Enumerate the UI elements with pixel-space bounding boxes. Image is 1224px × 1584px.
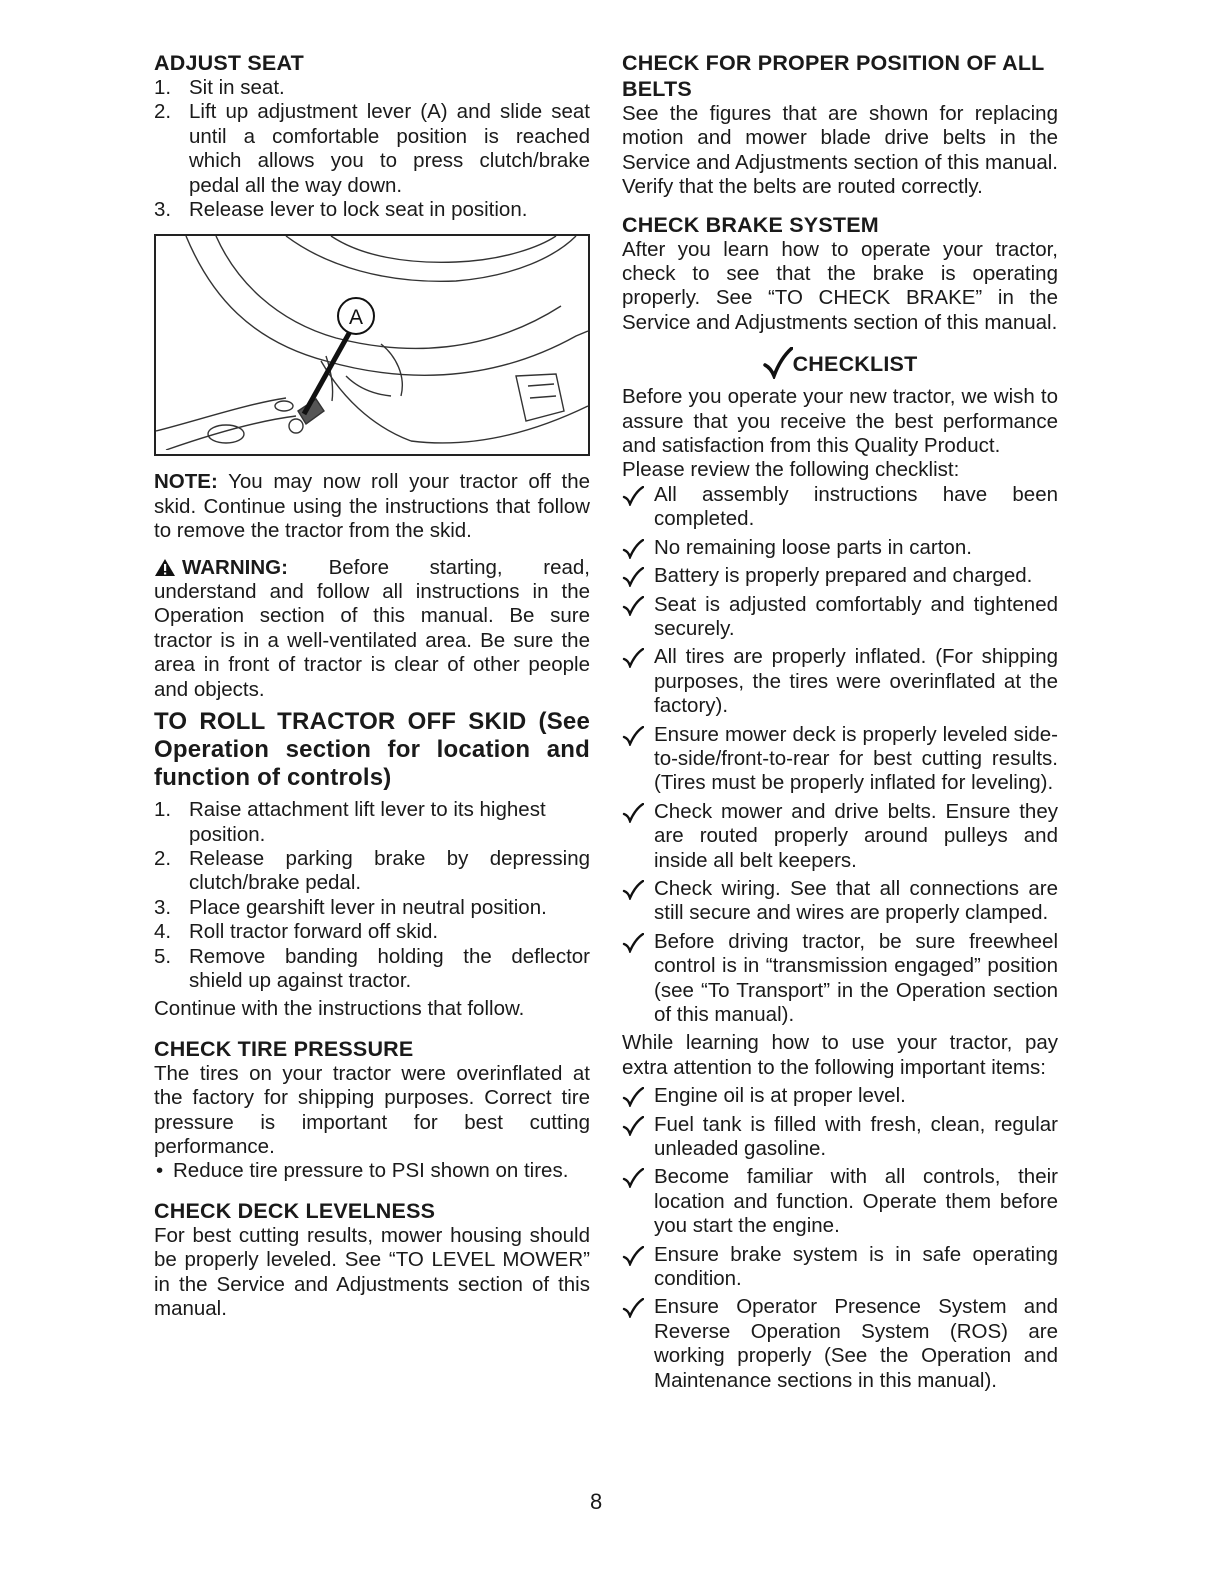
warning-paragraph: WARNING: Before starting, read, understand and follow all instructions in the Operation section of this manual. Be sure tractor is in a well-ventilated area. Be sure the area in front of tractor is clear of other people and objects. (154, 555, 590, 701)
checkmark-icon (763, 347, 793, 379)
checklist-item: Check wiring. See that all connections are still secure and wires are properly clamped. (622, 877, 1058, 926)
list-item: 2. Lift up adjustment lever (A) and slide seat until a comfortable position is reached which allows you to press clutch/brake pedal all the way down. (154, 100, 590, 197)
checkmark-icon (622, 726, 644, 746)
while-learning-text: While learning how to use your tractor, pay extra attention to the following important items: (622, 1031, 1058, 1079)
checkmark-icon (622, 567, 644, 587)
warning-icon (154, 558, 176, 577)
deck-levelness-text: For best cutting results, mower housing should be properly leveled. See “TO LEVEL MOWER” in the Service and Adjustments section of this manual. (154, 1223, 590, 1320)
checkmark-icon (622, 648, 644, 668)
tire-pressure-heading: CHECK TIRE PRESSURE (154, 1036, 414, 1061)
right-column (622, 50, 1058, 1397)
left-column (154, 50, 590, 1321)
checklist-item: Ensure mower deck is properly leveled side-to-side/front-to-rear for best cutting results. (Tires must be properly inflated for leveling). (622, 723, 1058, 796)
list-item: • Reduce tire pressure to PSI shown on tires. (156, 1159, 569, 1183)
checklist-item: Become familiar with all controls, their location and function. Operate them before you start the engine. (622, 1165, 1058, 1238)
checklist-item: Ensure Operator Presence System and Reverse Operation System (ROS) are working properly (See the Operation and Maintenance sections in this manual). (622, 1295, 1058, 1393)
checkmark-icon (622, 803, 644, 823)
belts-text: See the figures that are shown for replacing motion and mower blade drive belts in the Service and Adjustments section of this manual. Verify that the belts are routed correctly. (622, 102, 1058, 199)
checkmark-icon (622, 486, 644, 506)
list-item: 1. Sit in seat. (154, 76, 285, 99)
roll-off-steps (154, 798, 590, 993)
checklist-heading: CHECKLIST (792, 352, 918, 377)
adjust-seat-steps (154, 76, 590, 222)
brake-text: After you learn how to operate your tractor, check to see that the brake is operating properly. See “TO CHECK BRAKE” in the Service and Adjustments section of this manual. (622, 237, 1058, 334)
checkmark-icon (622, 1116, 644, 1136)
list-item: 4. Roll tractor forward off skid. (154, 920, 439, 944)
roll-off-heading: TO ROLL TRACTOR OFF SKID (See Operation section for location and function of controls) (154, 708, 590, 792)
checkmark-icon (622, 596, 644, 616)
list-item: 2. Release parking brake by depressing clutch/brake pedal. (154, 846, 590, 895)
list-item: 5. Remove banding holding the deflector shield up against tractor. (154, 944, 590, 992)
checklist-item: Battery is properly prepared and charged. (622, 564, 1058, 588)
continue-text: Continue with the instructions that follow. (154, 997, 525, 1021)
checklist-items (622, 483, 1058, 1028)
important-items (622, 1084, 1058, 1393)
checklist-intro: Before you operate your new tractor, we wish to assure that you receive the best performance and satisfaction from this Quality Product. (622, 385, 1058, 458)
checklist-item: Engine oil is at proper level. (622, 1084, 1058, 1108)
seat-illustration (156, 236, 588, 450)
tire-pressure-bullets (154, 1159, 590, 1183)
checklist-item: Fuel tank is filled with fresh, clean, regular unleaded gasoline. (622, 1113, 1058, 1162)
adjust-seat-heading: ADJUST SEAT (154, 51, 304, 75)
checkmark-icon (622, 539, 644, 559)
checklist-item: Seat is adjusted comfortably and tightened securely. (622, 593, 1058, 642)
checkmark-icon (622, 1298, 644, 1318)
list-item: 1. Raise attachment lift lever to its highest position. (154, 798, 546, 846)
checklist-item: Check mower and drive belts. Ensure they are routed properly around pulleys and inside all belt keepers. (622, 800, 1058, 873)
checkmark-icon (622, 880, 644, 900)
list-item: 3. Place gearshift lever in neutral position. (154, 895, 547, 919)
checklist-item: Before driving tractor, be sure freewheel control is in “transmission engaged” position (see “To Transport” in the Operation section of this manual). (622, 930, 1058, 1028)
checklist-item: All tires are properly inflated. (For shipping purposes, the tires were overinflated at the factory). (622, 645, 1058, 718)
seat-adjustment-figure (154, 234, 590, 456)
checkmark-icon (622, 1087, 644, 1107)
page-number: 8 (590, 1489, 603, 1514)
callout-label: A (348, 306, 364, 330)
checkmark-icon (622, 933, 644, 953)
checklist-item: All assembly instructions have been completed. (622, 483, 1058, 532)
note-paragraph: NOTE: You may now roll your tractor off the skid. Continue using the instructions that follow to remove the tractor from the skid. (154, 470, 590, 543)
list-item: 3. Release lever to lock seat in position. (154, 198, 528, 222)
tire-pressure-text: The tires on your tractor were overinflated at the factory for shipping purposes. Correct tire pressure is important for best cutting performance. (154, 1061, 590, 1158)
belts-heading: CHECK FOR PROPER POSITION OF ALL BELTS (622, 51, 1045, 101)
checklist-item: No remaining loose parts in carton. (622, 536, 1058, 560)
checklist-item: Ensure brake system is in safe operating condition. (622, 1243, 1058, 1292)
brake-heading: CHECK BRAKE SYSTEM (622, 212, 879, 237)
checkmark-icon (622, 1168, 644, 1188)
checklist-review: Please review the following checklist: (622, 458, 960, 482)
deck-levelness-heading: CHECK DECK LEVELNESS (154, 1198, 436, 1223)
checkmark-icon (622, 1246, 644, 1266)
checklist-header (622, 347, 1058, 379)
